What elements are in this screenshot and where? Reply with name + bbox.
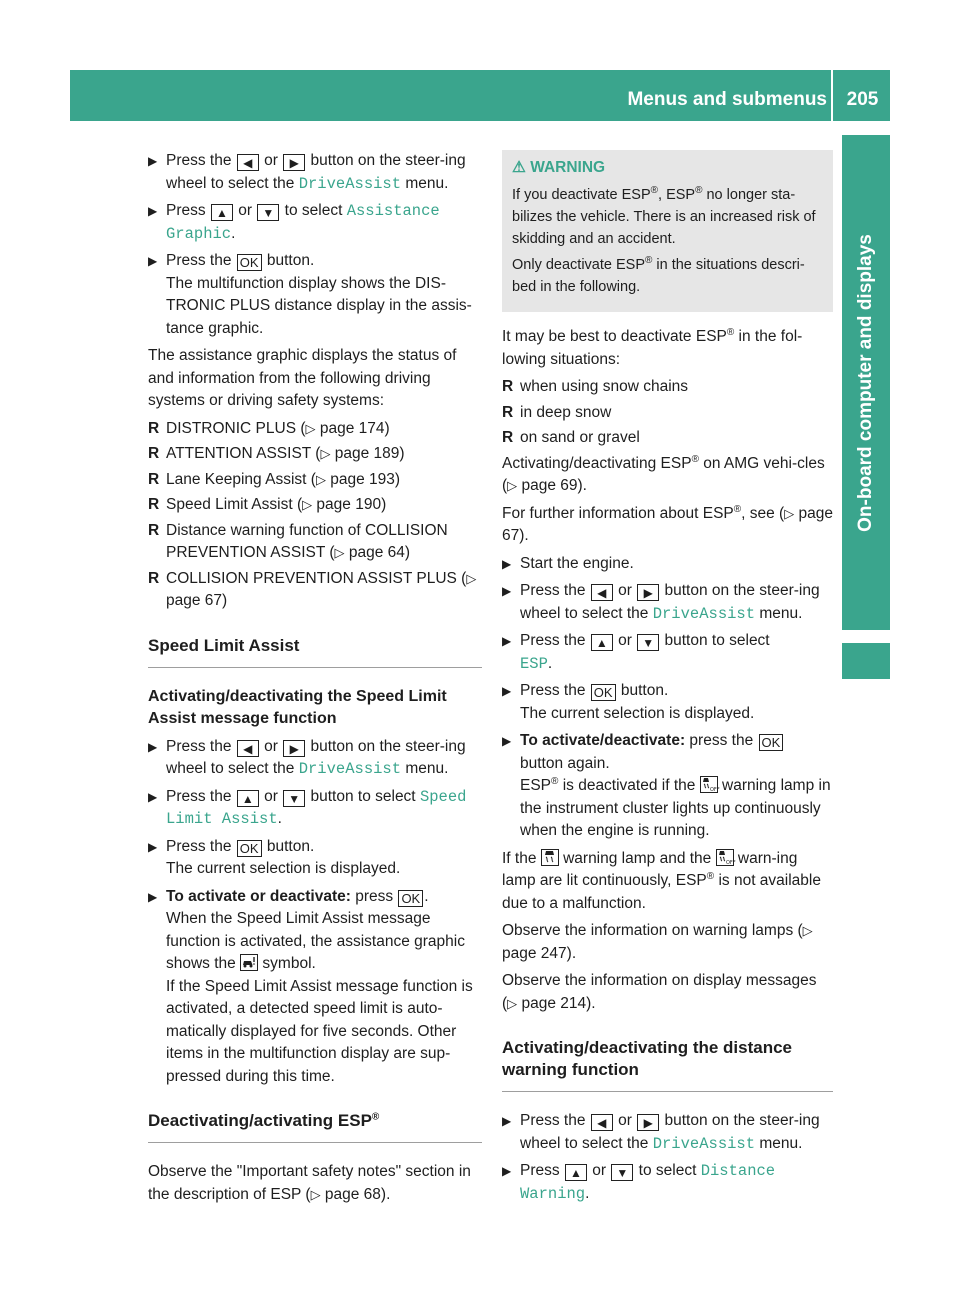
- page-ref-icon: ▷: [507, 995, 518, 1011]
- menu-item: Distance Warning: [520, 1162, 776, 1203]
- list-item: R ATTENTION ASSIST (▷ page 189): [148, 445, 405, 462]
- menu-name: DriveAssist: [298, 760, 402, 778]
- list-item: R COLLISION PREVENTION ASSIST PLUS (▷ page 67): [148, 569, 477, 609]
- page-ref-icon: ▷: [466, 570, 477, 586]
- step: ▶ Press ▲ or ▼ to select Distance Warning.: [502, 1162, 776, 1203]
- list-item: R on sand or gravel: [502, 429, 640, 446]
- page-ref-icon: ▷: [334, 545, 345, 560]
- svg-text:OFF: OFF: [725, 859, 736, 866]
- menu-name: DriveAssist: [298, 174, 402, 193]
- section-heading: Deactivating/activating ESP®: [148, 1110, 482, 1143]
- step-arrow-icon: ▶: [148, 254, 158, 268]
- side-marker: [842, 643, 890, 679]
- step-arrow-icon: ▶: [502, 734, 512, 748]
- paragraph: For further information about ESP®, see (▷ page 67).: [502, 503, 834, 544]
- step: ▶ Press the ▲ or ▼ button to select ESP.: [502, 632, 770, 673]
- paragraph: If the warning lamp and the OFF warn-ing lamp are lit continuously, ESP® is not available due to a malfunction.: [502, 849, 821, 912]
- step: ▶ Press the ◀ or ▶ button on the steer-ing wheel to select the DriveAssist menu.: [148, 152, 466, 193]
- step-arrow-icon: ▶: [148, 154, 158, 168]
- step-arrow-icon: ▶: [148, 889, 158, 904]
- svg-text:OFF: OFF: [709, 787, 720, 793]
- down-key-icon: ▼: [637, 634, 659, 651]
- menu-item: Speed Limit Assist: [166, 787, 467, 828]
- right-key-icon: ▶: [637, 584, 659, 601]
- left-column: [148, 150, 482, 1211]
- warning-text: If you deactivate ESP®, ESP® no longer sta-bilizes the vehicle. There is an increased risk of skidding and an accident.: [512, 185, 816, 247]
- step: ▶ Press the ▲ or ▼ button to select Speed Limit Assist.: [148, 787, 467, 828]
- ok-key-icon: OK: [591, 684, 616, 701]
- header-separator: [831, 70, 833, 121]
- esp-warning-icon: [541, 849, 559, 866]
- right-key-icon: ▶: [637, 1114, 659, 1131]
- up-key-icon: ▲: [591, 634, 613, 651]
- ok-key-icon: OK: [398, 890, 423, 907]
- list-item: R Distance warning function of COLLISION PREVENTION ASSIST (▷ page 64): [148, 521, 448, 561]
- step-arrow-icon: ▶: [148, 204, 158, 218]
- step: ▶ To activate/deactivate: press the OK button again. ESP® is deactivated if the OFF warning lamp in the instrument cluster lights up continuously when the engine is running.: [502, 732, 831, 839]
- ok-key-icon: OK: [759, 734, 784, 751]
- step: ▶ Press the ◀ or ▶ button on the steer-ing wheel to select the DriveAssist menu.: [502, 582, 820, 623]
- step-arrow-icon: ▶: [502, 684, 512, 698]
- ok-key-icon: OK: [237, 254, 262, 271]
- page-ref-icon: ▷: [784, 505, 795, 521]
- step-arrow-icon: ▶: [502, 634, 512, 648]
- step: ▶ Press the ◀ or ▶ button on the steer-ing wheel to select the DriveAssist menu.: [502, 1112, 820, 1153]
- right-column: [502, 150, 833, 1210]
- step-arrow-icon: ▶: [148, 789, 158, 804]
- step: ▶ To activate or deactivate: press OK . When the Speed Limit Assist message function is activated, the assistance graphic shows the symbol. If the Speed Limit Assist message function is activated, a detected speed limit is auto-matically displayed for five seconds. Other items in the multifunction display are sup-pressed during this time.: [148, 887, 473, 1085]
- step: ▶ Press ▲ or ▼ to select Assistance Graphic.: [148, 202, 440, 243]
- down-key-icon: ▼: [283, 790, 305, 807]
- right-key-icon: ▶: [283, 154, 305, 171]
- page-ref-icon: ▷: [302, 497, 313, 512]
- paragraph: Activating/deactivating ESP® on AMG vehi-cles (▷ page 69).: [502, 453, 825, 494]
- page-ref-icon: ▷: [315, 471, 326, 487]
- menu-name: DriveAssist: [652, 604, 756, 623]
- page-ref-icon: ▷: [507, 478, 518, 493]
- menu-name: DriveAssist: [652, 1134, 756, 1153]
- left-key-icon: ◀: [237, 154, 259, 171]
- list-item: R Speed Limit Assist (▷ page 190): [148, 496, 387, 513]
- warning-triangle-icon: ⚠: [512, 159, 531, 176]
- warning-box: [502, 150, 833, 312]
- page-ref-icon: ▷: [320, 446, 331, 461]
- step: ▶ Press the ◀ or ▶ button on the steer-ing wheel to select the DriveAssist menu.: [148, 737, 466, 778]
- paragraph: The assistance graphic displays the status of and information from the following driving systems or driving safety systems:: [148, 347, 457, 409]
- ok-key-icon: OK: [237, 840, 262, 857]
- up-key-icon: ▲: [211, 204, 233, 221]
- page-ref-icon: ▷: [305, 420, 316, 436]
- side-tab-label: On-board computer and displays: [855, 234, 876, 532]
- paragraph: It may be best to deactivate ESP® in the fol-lowing situations:: [502, 326, 803, 368]
- page-ref-icon: ▷: [802, 923, 813, 938]
- list-item: R DISTRONIC PLUS (▷ page 174): [148, 419, 390, 437]
- up-key-icon: ▲: [565, 1164, 587, 1181]
- page-number: 205: [846, 89, 879, 110]
- step-arrow-icon: ▶: [502, 1114, 512, 1128]
- menu-item: Assistance Graphic: [166, 202, 440, 243]
- right-key-icon: ▶: [283, 740, 305, 757]
- speed-limit-car-icon: [240, 954, 258, 971]
- step-arrow-icon: ▶: [502, 584, 512, 598]
- esp-off-icon: [700, 776, 718, 793]
- step: ▶ Press the OK button. The current selection is displayed.: [502, 682, 755, 722]
- down-key-icon: ▼: [257, 204, 279, 221]
- list-item: R Lane Keeping Assist (▷ page 193): [148, 470, 401, 488]
- left-key-icon: ◀: [591, 584, 613, 601]
- step-arrow-icon: ▶: [502, 556, 512, 571]
- step-arrow-icon: ▶: [502, 1164, 512, 1178]
- header-title: Menus and submenus: [627, 89, 827, 110]
- paragraph: Observe the information on warning lamps (▷ page 247).: [502, 922, 813, 962]
- warning-title: ⚠ WARNING: [512, 159, 606, 176]
- step: ▶ Press the OK button. The multifunction display shows the DIS-TRONIC PLUS distance display in the assis-tance graphic.: [148, 252, 472, 337]
- up-key-icon: ▲: [237, 790, 259, 807]
- section-heading: Activating/deactivating the distance warning function: [502, 1037, 833, 1092]
- step: ▶ Start the engine.: [502, 553, 833, 576]
- left-key-icon: ◀: [591, 1114, 613, 1131]
- step: ▶ Press the OK button. The current selection is displayed.: [148, 837, 401, 877]
- menu-item: ESP: [520, 654, 548, 673]
- subsection-heading: Activating/deactivating the Speed Limit Assist message function: [148, 687, 447, 727]
- step-arrow-icon: ▶: [148, 739, 158, 754]
- section-heading: Speed Limit Assist: [148, 635, 482, 668]
- list-item: R in deep snow: [502, 403, 612, 421]
- down-key-icon: ▼: [611, 1164, 633, 1181]
- list-item: R when using snow chains: [502, 378, 689, 395]
- left-key-icon: ◀: [237, 740, 259, 757]
- warning-text: Only deactivate ESP® in the situations descri-bed in the following.: [512, 255, 805, 295]
- esp-off-icon: [716, 849, 734, 866]
- paragraph: Observe the "Important safety notes" section in the description of ESP (▷ page 68).: [148, 1163, 471, 1203]
- page-ref-icon: ▷: [310, 1186, 321, 1202]
- step-arrow-icon: ▶: [148, 839, 158, 854]
- paragraph: Observe the information on display messages (▷ page 214).: [502, 972, 817, 1012]
